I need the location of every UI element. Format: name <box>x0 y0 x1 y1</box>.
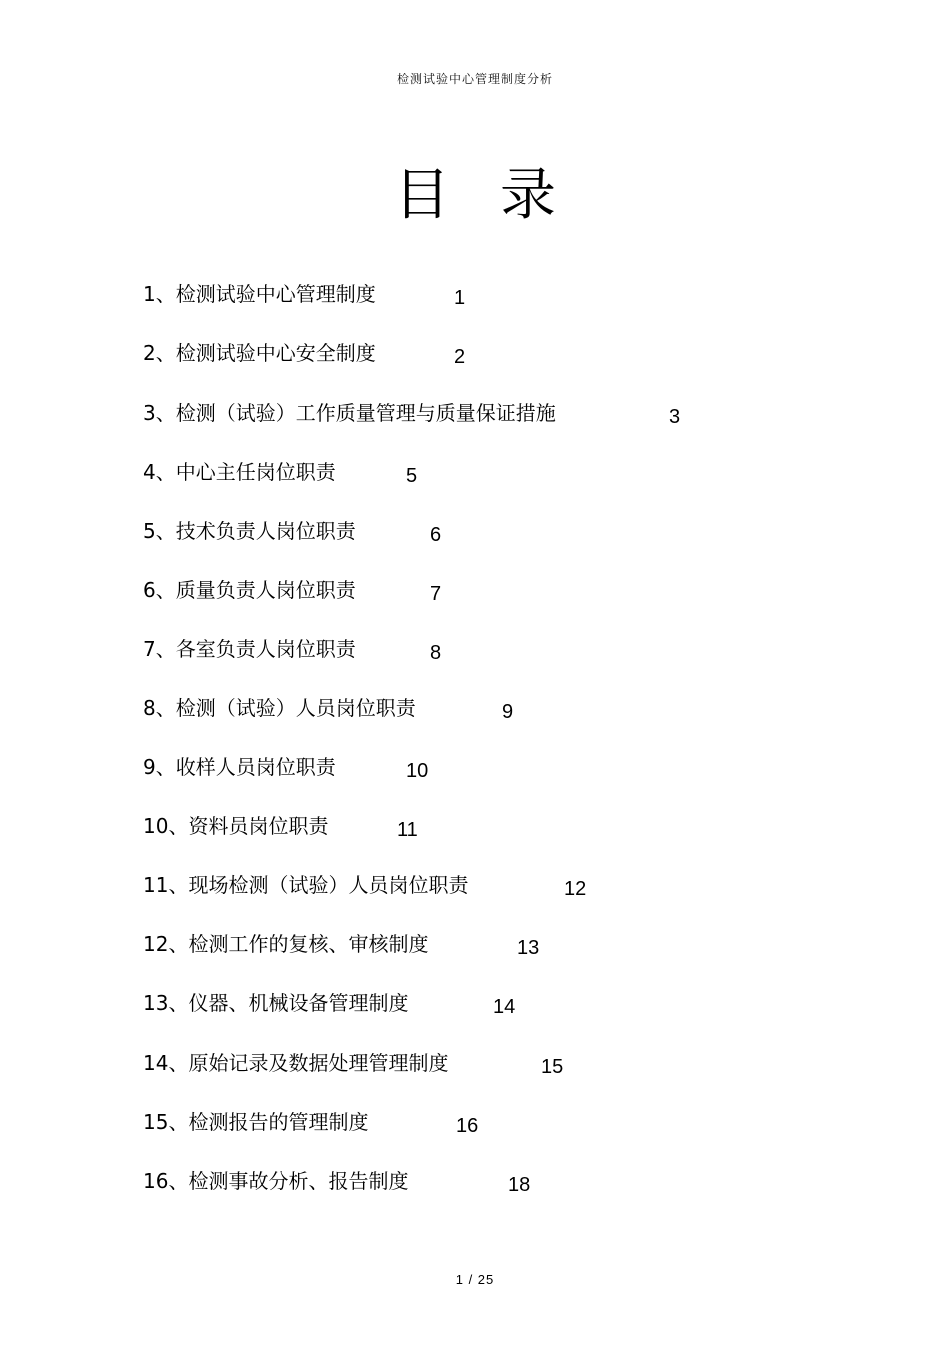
toc-entry-page: 10 <box>406 760 429 782</box>
toc-entry-label: 13、仪器、机械设备管理制度 <box>143 991 409 1015</box>
toc-entry-label: 4、中心主任岗位职责 <box>143 460 336 484</box>
toc-entry[interactable] <box>143 579 843 609</box>
toc-entry-label: 1、检测试验中心管理制度 <box>143 282 376 306</box>
toc-entry-label: 10、资料员岗位职责 <box>143 814 329 838</box>
toc-entry-page: 3 <box>669 406 681 428</box>
toc-title-char-1: 目 <box>394 163 450 228</box>
toc-entry-page: 15 <box>541 1056 564 1078</box>
toc-entry-page: 14 <box>493 996 516 1018</box>
toc-entry-label: 2、检测试验中心安全制度 <box>143 341 376 365</box>
toc-entry-page: 13 <box>517 937 540 959</box>
toc-entry-page: 2 <box>454 346 466 368</box>
toc-entry-label: 8、检测（试验）人员岗位职责 <box>143 696 416 720</box>
toc-entry[interactable] <box>143 697 843 727</box>
toc-entry[interactable] <box>143 402 843 432</box>
toc-entry-label: 3、检测（试验）工作质量管理与质量保证措施 <box>143 401 556 425</box>
toc-entry-page: 1 <box>454 287 466 309</box>
toc-entry[interactable] <box>143 874 843 904</box>
toc-entry-label: 5、技术负责人岗位职责 <box>143 519 356 543</box>
toc-entry-page: 9 <box>502 701 514 723</box>
toc-entry-label: 9、收样人员岗位职责 <box>143 755 336 779</box>
toc-entry-label: 16、检测事故分析、报告制度 <box>143 1169 409 1193</box>
toc-entry-label: 6、质量负责人岗位职责 <box>143 578 356 602</box>
toc-entry-label: 14、原始记录及数据处理管理制度 <box>143 1051 449 1075</box>
toc-entry[interactable] <box>143 520 843 550</box>
toc-entry-page: 16 <box>456 1115 479 1137</box>
toc-entry[interactable] <box>143 1111 843 1141</box>
toc-entry-page: 8 <box>430 642 442 664</box>
toc-entry[interactable] <box>143 283 843 313</box>
toc-entry[interactable] <box>143 933 843 963</box>
toc-entry-page: 5 <box>406 465 418 487</box>
toc-entry-page: 12 <box>564 878 587 900</box>
page-number-indicator: 1 / 25 <box>455 1272 495 1287</box>
toc-entry[interactable] <box>143 638 843 668</box>
running-header: 检测试验中心管理制度分析 <box>396 72 553 86</box>
toc-entry[interactable] <box>143 342 843 372</box>
toc-entry[interactable] <box>143 461 843 491</box>
toc-entry[interactable] <box>143 815 843 845</box>
toc-entry[interactable] <box>143 992 843 1022</box>
toc-entry-page: 18 <box>508 1174 531 1196</box>
toc-entry[interactable] <box>143 756 843 786</box>
toc-entry-label: 15、检测报告的管理制度 <box>143 1110 369 1134</box>
toc-title <box>0 163 950 228</box>
toc-entry-label: 11、现场检测（试验）人员岗位职责 <box>143 873 469 897</box>
toc-entry-page: 11 <box>397 819 418 841</box>
toc-entry-label: 12、检测工作的复核、审核制度 <box>143 932 429 956</box>
toc-entry[interactable] <box>143 1170 843 1200</box>
toc-entry[interactable] <box>143 1052 843 1082</box>
toc-title-char-2: 录 <box>500 163 556 228</box>
toc-entry-page: 6 <box>430 524 442 546</box>
toc-entry-page: 7 <box>430 583 442 605</box>
toc-entry-label: 7、各室负责人岗位职责 <box>143 637 356 661</box>
